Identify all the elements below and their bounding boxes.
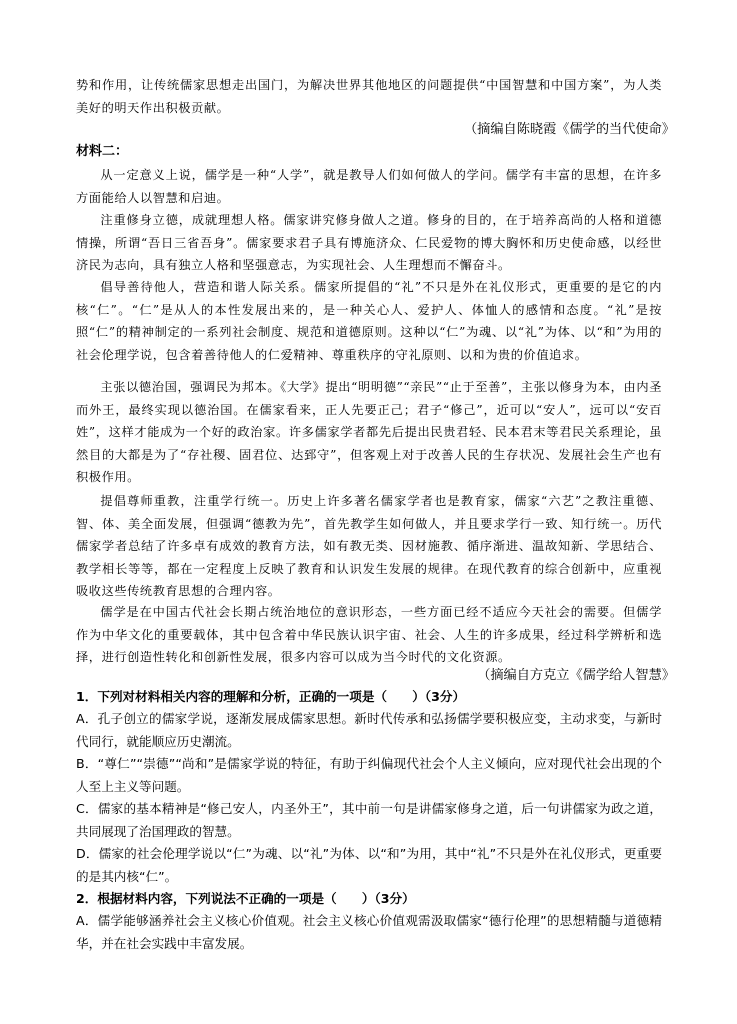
material-two-paragraph-4: 主张以德治国，强调民为邦本。《大学》提出“明明德”“亲民”“止于至善”，主张以修身为本，由内圣而外王，最终实现以德治国。在儒家看来，正人先要正己；君子“修己”，近可以“安人”，远可以“安百姓”，这样才能成为一个好的政治家。许多儒家学者都先后提出民贵君轻、民本君末等君民关系理论，虽然目的大都是为了“存社稷、固君位、达郅守”，但客观上对于改善人民的生存状况、发展社会生产也有积极作用。 [76, 380, 662, 484]
question-2-stem: 2．根据材料内容，下列说法不正确的一项是（ ）（3分） [76, 891, 415, 906]
material-one-source: （摘编自陈晓霞《儒学的当代使命》 [464, 121, 675, 136]
material-two-paragraph-5: 提倡尊师重教，注重学行统一。历史上许多著名儒家学者也是教育家，儒家“六艺”之教注重德、智、体、美全面发展，但强调“德教为先”，首先教学生如何做人，并且要求学行一致、知行统一。历代儒家学者总结了许多卓有成效的教育方法，如有教无类、因材施教、循序渐进、温故知新、学思结合、教学相长等等，都在一定程度上反映了教育和认识发生发展的规律。在现代教育的综合创新中，应重视吸收这些传统教育思想的合理内容。 [76, 494, 662, 598]
question-1-option-b: B．“尊仁”“崇德”“尚和”是儒家学说的特征，有助于纠偏现代社会个人主义倾向，应对现代社会出现的个人至上主义等问题。 [76, 756, 662, 794]
material-two-heading: 材料二： [76, 144, 129, 159]
material-one-tail: 势和作用，让传统儒家思想走出国门，为解决世界其他地区的问题提供“中国智慧和中国方案”，为人类美好的明天作出积极贡献。 [76, 78, 662, 115]
question-1-option-d: D．儒家的社会伦理学说以“仁”为魂、以“礼”为体、以“和”为用，其中“礼”不只是外在礼仪形式，更重要的是其内核“仁”。 [76, 846, 662, 884]
material-two-paragraph-2: 注重修身立德，成就理想人格。儒家讲究修身做人之道。修身的目的，在于培养高尚的人格和道德情操，所谓“吾日三省吾身”。儒家要求君子具有博施济众、仁民爱物的博大胸怀和历史使命感，以经世济民为志向，具有独立人格和坚强意志，为实现社会、人生理想而不懈奋斗。 [76, 213, 662, 272]
material-two-paragraph-1: 从一定意义上说，儒学是一种“人学”，就是教导人们如何做人的学问。儒学有丰富的思想，在许多方面能给人以智慧和启迪。 [76, 168, 662, 205]
material-two-paragraph-3: 倡导善待他人，营造和谐人际关系。儒家所提倡的“礼”不只是外在礼仪形式，更重要的是它的内核“仁”。“仁”是从人的本性发展出来的，是一种关心人、爱护人、体恤人的感情和态度。“礼”是按照“仁”的精神制定的一系列社会制度、规范和道德原则。这种以“仁”为魂、以“礼”为体、以“和”为用的社会伦理学说，包含着善待他人的仁爱精神、尊重秩序的守礼原则、以和为贵的价值追求。 [76, 280, 662, 362]
question-1-stem: 1．下列对材料相关内容的理解和分析，正确的一项是（ ）（3分） [76, 689, 466, 704]
material-two-source: （摘编自方克立《儒学给人智慧》 [477, 667, 675, 682]
material-two-paragraph-6: 儒学是在中国古代社会长期占统治地位的意识形态，一些方面已经不适应今天社会的需要。但儒学作为中华文化的重要载体，其中包含着中华民族认识宇宙、社会、人生的许多成果，经过科学辨析和选择，进行创造性转化和创新性发展，很多内容可以成为当今时代的文化资源。 [76, 605, 662, 664]
question-1-option-c: C．儒家的基本精神是“修己安人，内圣外王”，其中前一句是讲儒家修身之道，后一句讲儒家为政之道，共同展现了治国理政的智慧。 [76, 801, 662, 839]
question-1-option-a: A．孔子创立的儒家学说，逐渐发展成儒家思想。新时代传承和弘扬儒学要积极应变，主动求变，与新时代同行，就能顺应历史潮流。 [76, 711, 662, 749]
question-2-option-a: A．儒学能够涵养社会主义核心价值观。社会主义核心价值观需汲取儒家“德行伦理”的思想精髓与道德精华，并在社会实践中丰富发展。 [76, 913, 662, 951]
